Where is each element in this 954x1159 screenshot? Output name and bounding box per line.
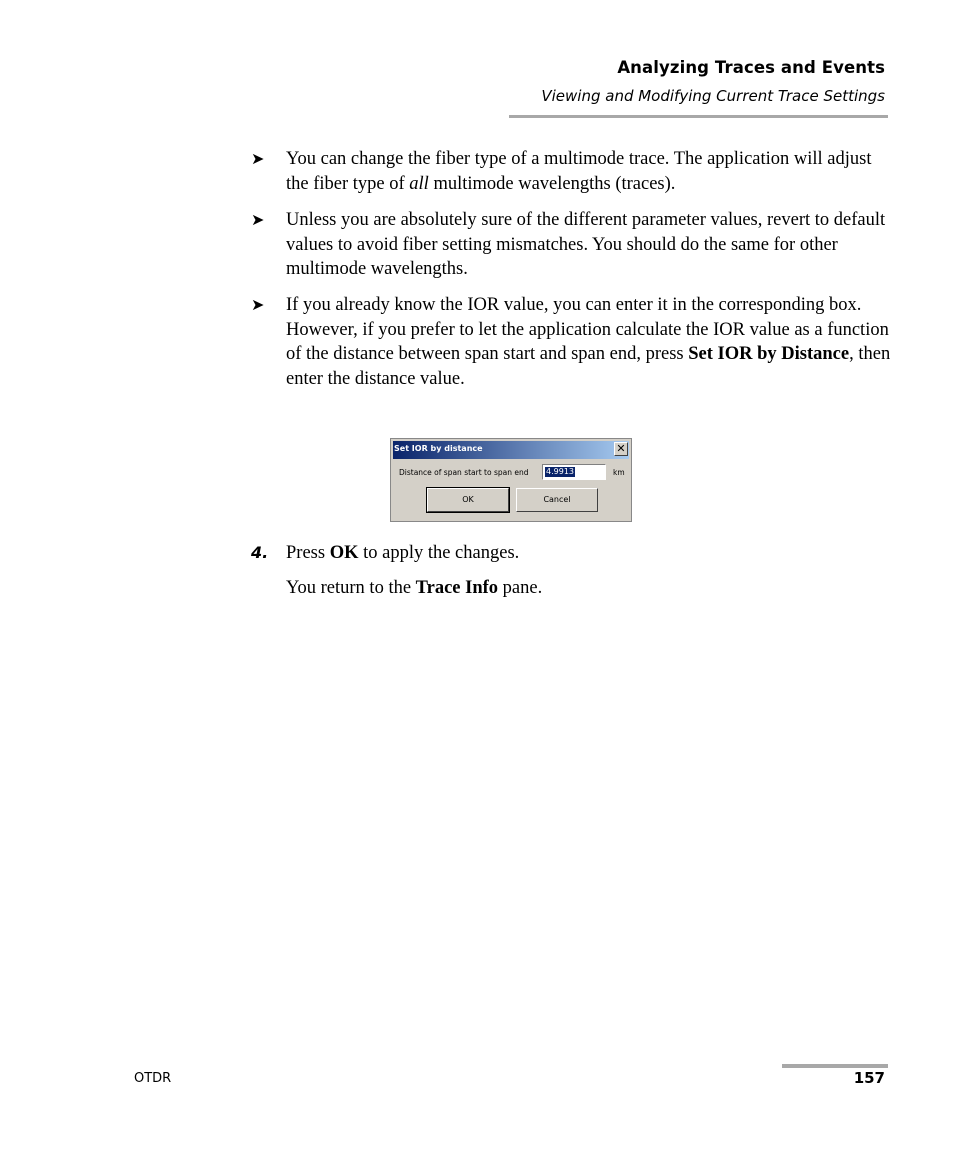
distance-label: Distance of span start to span end (399, 468, 529, 477)
bold-command: Set IOR by Distance (688, 344, 850, 365)
cancel-button[interactable]: Cancel (516, 488, 598, 512)
step-item (251, 541, 891, 565)
chapter-title: Analyzing Traces and Events (617, 58, 885, 77)
section-title: Viewing and Modifying Current Trace Settings (541, 87, 885, 105)
bold-ok: OK (329, 543, 359, 563)
page-number: 157 (853, 1069, 885, 1087)
bullet-text: Unless you are absolutely sure of the different parameter values, revert to default values to avoid fiber setting mismatches. You should do the same for other multimode wavelengths. (286, 210, 886, 280)
dialog-title: Set IOR by distance (394, 444, 483, 453)
arrowhead-bullet-icon: ➤ (251, 149, 265, 168)
footer-product: OTDR (134, 1071, 172, 1086)
set-ior-dialog (390, 438, 632, 522)
arrowhead-bullet-icon: ➤ (251, 210, 265, 229)
bold-pane-name: Trace Info (415, 578, 499, 598)
step-number: 4. (251, 543, 269, 562)
bullet-text: You can change the fiber type of a multimode trace. The application will adjust the fiber type of all multimode wavelengths (traces). (286, 149, 872, 194)
bullet-item (251, 293, 891, 391)
footer-rule (782, 1064, 888, 1068)
bullet-item (251, 147, 891, 196)
arrowhead-bullet-icon: ➤ (251, 295, 265, 314)
step-text: Press OK to apply the changes. (286, 543, 520, 563)
emphasis-text: all (409, 173, 429, 194)
bullet-item (251, 208, 891, 282)
result-text: You return to the Trace Info pane. (286, 578, 543, 598)
unit-label: km (613, 468, 625, 477)
distance-input[interactable] (542, 464, 606, 480)
close-icon[interactable]: ✕ (614, 442, 628, 456)
ok-button[interactable]: OK (427, 488, 509, 512)
header-rule (509, 115, 888, 118)
dialog-title-bar (393, 441, 629, 459)
bullet-text: If you already know the IOR value, you can enter it in the corresponding box. However, if you prefer to let the application calculate the IOR value as a function of the distance between span start and span end, press Set IOR by Distance, then enter the distance value. (286, 295, 891, 389)
distance-value: 4.9913 (546, 467, 574, 476)
